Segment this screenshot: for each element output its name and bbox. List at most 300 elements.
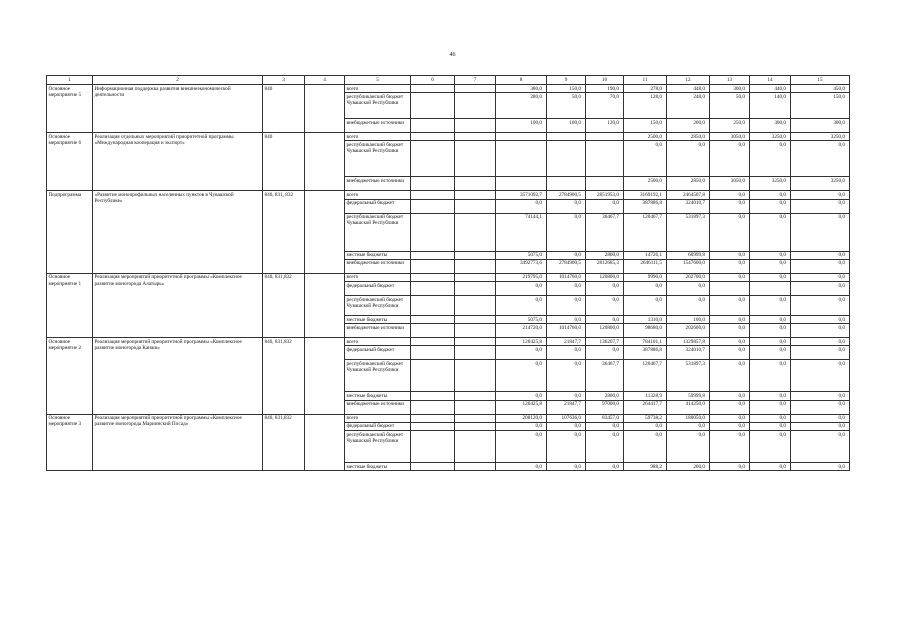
amount-cell [547, 133, 586, 141]
empty-cell [455, 191, 496, 199]
amount-cell: 36467,7 [586, 213, 624, 251]
column-number-header: 11 [624, 76, 667, 85]
empty-cell [455, 119, 496, 133]
empty-cell [455, 259, 496, 273]
amount-cell: 324010,7 [667, 199, 710, 213]
amount-cell [586, 133, 624, 141]
empty-cell [411, 338, 455, 346]
amount-cell: 50,0 [547, 93, 586, 119]
empty-cell [411, 273, 455, 281]
amount-cell: 248,0 [667, 93, 710, 119]
amount-cell: 3571092,7 [496, 191, 547, 199]
empty-cell [455, 400, 496, 414]
amount-cell: 0,0 [547, 213, 586, 251]
empty-cell [411, 93, 455, 119]
amount-cell: 70,0 [586, 93, 624, 119]
funding-source-cell: всего [345, 191, 411, 199]
amount-cell: 0,0 [710, 346, 750, 360]
empty-cell [411, 213, 455, 251]
amount-cell: 2500,0 [624, 177, 667, 191]
amount-cell: 2646111,5 [624, 259, 667, 273]
column-number-header: 6 [411, 76, 455, 85]
amount-cell: 0,0 [791, 324, 850, 338]
amount-cell: 0,0 [710, 141, 750, 177]
amount-cell: 14726,1 [624, 251, 667, 259]
funding-source-cell: внебюджетные источники [345, 119, 411, 133]
amount-cell: 120425,8 [496, 400, 547, 414]
amount-cell: 264417,7 [624, 400, 667, 414]
amount-cell: 0,0 [710, 360, 750, 392]
column-number-header: 12 [667, 76, 710, 85]
amount-cell: 2850,0 [667, 177, 710, 191]
amount-cell: 2500,0 [624, 133, 667, 141]
code-cell [305, 414, 345, 471]
amount-cell: 59999,8 [667, 392, 710, 400]
amount-cell: 0,0 [750, 213, 791, 251]
column-number-header: 1 [47, 76, 93, 85]
amount-cell: 0,0 [710, 213, 750, 251]
funding-source-cell: республиканский бюджет Чувашской Республики [345, 431, 411, 463]
amount-cell: 0,0 [624, 296, 667, 316]
empty-cell [455, 422, 496, 430]
table-row [47, 273, 850, 281]
funding-source-cell: местные бюджеты [345, 392, 411, 400]
column-number-header: 9 [547, 76, 586, 85]
amount-cell: 0,0 [710, 414, 750, 422]
amount-cell: 278,0 [624, 85, 667, 93]
amount-cell: 0,0 [791, 400, 850, 414]
empty-cell [411, 346, 455, 360]
amount-cell [496, 133, 547, 141]
amount-cell: 0,0 [750, 346, 791, 360]
amount-cell: 0,0 [791, 414, 850, 422]
grbs-code-cell: 840, 831,832 [263, 338, 305, 414]
amount-cell: 0,0 [710, 199, 750, 213]
amount-cell: 0,0 [791, 316, 850, 324]
empty-cell [411, 324, 455, 338]
code-cell [305, 273, 345, 337]
amount-cell: 3250,0 [750, 177, 791, 191]
amount-cell: 0,0 [496, 431, 547, 463]
amount-cell: 120467,7 [624, 213, 667, 251]
funding-source-cell: местные бюджеты [345, 463, 411, 471]
amount-cell: 50,0 [710, 93, 750, 119]
amount-cell: 150,0 [791, 93, 850, 119]
amount-cell: 100,0 [547, 119, 586, 133]
table-row [47, 85, 850, 93]
amount-cell: 3250,0 [791, 177, 850, 191]
amount-cell: 0,0 [710, 400, 750, 414]
empty-cell [411, 191, 455, 199]
amount-cell: 0,0 [547, 296, 586, 316]
amount-cell: 0,0 [496, 360, 547, 392]
column-number-header: 10 [586, 76, 624, 85]
activity-type-cell: Основное мероприятие 2 [47, 338, 93, 414]
activity-name-cell: Информационная поддержка развития внешнеэкономической деятельности [93, 85, 263, 133]
amount-cell: 0,0 [791, 282, 850, 296]
amount-cell: 0,0 [791, 422, 850, 430]
empty-cell [455, 316, 496, 324]
funding-source-cell: местные бюджеты [345, 316, 411, 324]
amount-cell: 0,0 [496, 392, 547, 400]
activity-name-cell: Реализация мероприятий приоритетной программы «Комплексное развитие моногорода Мариинский Посад» [93, 414, 263, 471]
activity-type-cell: Основное мероприятие 3 [47, 414, 93, 471]
empty-cell [455, 213, 496, 251]
code-cell [305, 85, 345, 133]
amount-cell: 120800,0 [586, 324, 624, 338]
amount-cell: 97000,0 [586, 400, 624, 414]
amount-cell: 0,0 [586, 316, 624, 324]
empty-cell [411, 177, 455, 191]
amount-cell: 0,0 [586, 463, 624, 471]
amount-cell: 0,0 [750, 431, 791, 463]
amount-cell: 0,0 [547, 251, 586, 259]
amount-cell: 0,0 [667, 431, 710, 463]
amount-cell: 120425,8 [496, 338, 547, 346]
empty-cell [455, 392, 496, 400]
activity-name-cell: «Развитие монопрофильных населенных пунктов в Чувашской Республике» [93, 191, 263, 273]
amount-cell: 0,0 [710, 338, 750, 346]
amount-cell: 2784900,5 [547, 191, 586, 199]
amount-cell: 0,0 [750, 273, 791, 281]
amount-cell: 1547600,0 [667, 259, 710, 273]
amount-cell: 2812685,3 [586, 259, 624, 273]
amount-cell: 0,0 [667, 296, 710, 316]
amount-cell: 0,0 [496, 199, 547, 213]
amount-cell: 3050,0 [710, 177, 750, 191]
amount-cell: 0,0 [750, 338, 791, 346]
empty-cell [455, 346, 496, 360]
empty-cell [455, 199, 496, 213]
amount-cell: 0,0 [791, 431, 850, 463]
empty-cell [411, 422, 455, 430]
amount-cell: 0,0 [791, 141, 850, 177]
grbs-code-cell: 840, 831,832 [263, 414, 305, 471]
amount-cell: 21847,7 [547, 400, 586, 414]
amount-cell: 300,0 [791, 119, 850, 133]
amount-cell: 0,0 [750, 360, 791, 392]
amount-cell: 0,0 [586, 282, 624, 296]
amount-cell: 0,0 [547, 463, 586, 471]
empty-cell [411, 251, 455, 259]
funding-source-cell: всего [345, 273, 411, 281]
funding-source-cell: внебюджетные источники [345, 400, 411, 414]
amount-cell [547, 177, 586, 191]
funding-source-cell: внебюджетные источники [345, 259, 411, 273]
amount-cell: 0,0 [791, 191, 850, 199]
amount-cell: 120800,0 [586, 273, 624, 281]
empty-cell [411, 282, 455, 296]
empty-cell [455, 296, 496, 316]
amount-cell: 0,0 [586, 346, 624, 360]
amount-cell: 0,0 [750, 316, 791, 324]
amount-cell: 280,0 [496, 93, 547, 119]
amount-cell: 0,0 [496, 463, 547, 471]
header-row [47, 76, 850, 85]
column-number-header: 7 [455, 76, 496, 85]
amount-cell: 9990,0 [624, 273, 667, 281]
amount-cell: 0,0 [791, 251, 850, 259]
code-cell [305, 133, 345, 191]
amount-cell: 0,0 [750, 141, 791, 177]
amount-cell: 0,0 [710, 463, 750, 471]
amount-cell: 0,0 [710, 251, 750, 259]
amount-cell: 0,0 [667, 422, 710, 430]
empty-cell [411, 259, 455, 273]
empty-cell [455, 338, 496, 346]
empty-cell [455, 85, 496, 93]
amount-cell: 21847,7 [547, 338, 586, 346]
funding-source-cell: республиканский бюджет Чувашской Республики [345, 141, 411, 177]
amount-cell: 2784900,5 [547, 259, 586, 273]
amount-cell: 2800,0 [586, 392, 624, 400]
amount-cell [586, 177, 624, 191]
amount-cell [750, 282, 791, 296]
amount-cell: 120467,7 [624, 360, 667, 392]
amount-cell: 128,0 [624, 93, 667, 119]
table-row [47, 338, 850, 346]
amount-cell: 0,0 [586, 199, 624, 213]
amount-cell: 0,0 [791, 346, 850, 360]
funding-source-cell: внебюджетные источники [345, 177, 411, 191]
funding-source-cell: федеральный бюджет [345, 346, 411, 360]
amount-cell: 1014760,0 [547, 273, 586, 281]
empty-cell [455, 360, 496, 392]
table-row [47, 191, 850, 199]
amount-cell: 0,0 [791, 463, 850, 471]
amount-cell: 1310,0 [624, 316, 667, 324]
amount-cell [710, 282, 750, 296]
amount-cell: 387886,8 [624, 346, 667, 360]
amount-cell: 100,0 [667, 316, 710, 324]
amount-cell: 208120,0 [496, 414, 547, 422]
amount-cell: 0,0 [750, 296, 791, 316]
activity-name-cell: Реализация отдельных мероприятий приоритетной программы «Международная кооперация и экспорт» [93, 133, 263, 191]
amount-cell: 74144,1 [496, 213, 547, 251]
empty-cell [411, 414, 455, 422]
amount-cell: 0,0 [791, 259, 850, 273]
empty-cell [411, 463, 455, 471]
amount-cell: 0,0 [624, 431, 667, 463]
amount-cell: 3492773,6 [496, 259, 547, 273]
amount-cell: 200,0 [667, 463, 710, 471]
amount-cell: 0,0 [750, 400, 791, 414]
funding-source-cell: республиканский бюджет Чувашской Республики [345, 213, 411, 251]
funding-source-cell: всего [345, 338, 411, 346]
funding-source-cell: внебюджетные источники [345, 324, 411, 338]
amount-cell: 214720,0 [496, 324, 547, 338]
amount-cell: 0,0 [710, 324, 750, 338]
funding-source-cell: федеральный бюджет [345, 422, 411, 430]
funding-source-cell: всего [345, 85, 411, 93]
amount-cell [496, 141, 547, 177]
amount-cell: 250,0 [710, 119, 750, 133]
amount-cell: 0,0 [586, 422, 624, 430]
amount-cell: 0,0 [586, 431, 624, 463]
activity-type-cell: Подпрограмма [47, 191, 93, 273]
funding-source-cell: федеральный бюджет [345, 199, 411, 213]
empty-cell [455, 141, 496, 177]
amount-cell: 448,0 [667, 85, 710, 93]
amount-cell [496, 177, 547, 191]
amount-cell: 219795,0 [496, 273, 547, 281]
amount-cell: 0,0 [710, 296, 750, 316]
amount-cell: 98680,0 [624, 324, 667, 338]
amount-cell [586, 141, 624, 177]
column-number-header: 8 [496, 76, 547, 85]
amount-cell: 3050,0 [710, 133, 750, 141]
amount-cell: 0,0 [750, 259, 791, 273]
amount-cell: 0,0 [750, 463, 791, 471]
amount-cell: 0,0 [496, 422, 547, 430]
amount-cell: 136267,7 [586, 338, 624, 346]
amount-cell: 0,0 [710, 273, 750, 281]
funding-source-cell: местные бюджеты [345, 251, 411, 259]
amount-cell: 0,0 [750, 422, 791, 430]
column-number-header: 13 [710, 76, 750, 85]
amount-cell: 0,0 [710, 392, 750, 400]
amount-cell: 988,2 [624, 463, 667, 471]
column-number-header: 14 [750, 76, 791, 85]
amount-cell: 0,0 [791, 392, 850, 400]
amount-cell: 450,0 [791, 85, 850, 93]
amount-cell: 531897,3 [667, 360, 710, 392]
column-number-header: 4 [305, 76, 345, 85]
amount-cell: 0,0 [791, 338, 850, 346]
funding-source-cell: республиканский бюджет Чувашской Республики [345, 296, 411, 316]
table-row [47, 414, 850, 422]
empty-cell [411, 141, 455, 177]
amount-cell: 0,0 [624, 282, 667, 296]
empty-cell [411, 199, 455, 213]
amount-cell: 0,0 [750, 392, 791, 400]
amount-cell: 200,0 [667, 119, 710, 133]
empty-cell [455, 463, 496, 471]
amount-cell: 150,0 [547, 85, 586, 93]
amount-cell: 531897,3 [667, 213, 710, 251]
activity-name-cell: Реализация мероприятий приоритетной программы «Комплексное развитие моногорода Канаш» [93, 338, 263, 414]
amount-cell: 0,0 [791, 360, 850, 392]
empty-cell [455, 282, 496, 296]
empty-cell [455, 414, 496, 422]
amount-cell: 0,0 [791, 273, 850, 281]
amount-cell: 0,0 [547, 346, 586, 360]
amount-cell: 2851953,0 [586, 191, 624, 199]
empty-cell [411, 360, 455, 392]
amount-cell: 190,0 [586, 85, 624, 93]
financing-table [46, 75, 850, 471]
amount-cell: 0,0 [710, 259, 750, 273]
amount-cell: 2800,0 [586, 251, 624, 259]
funding-source-cell: республиканский бюджет Чувашской Республики [345, 360, 411, 392]
amount-cell: 300,0 [750, 119, 791, 133]
amount-cell: 0,0 [547, 422, 586, 430]
amount-cell: 1014760,0 [547, 324, 586, 338]
amount-cell: 3169192,1 [624, 191, 667, 199]
amount-cell: 3250,0 [791, 133, 850, 141]
grbs-code-cell: 840 [263, 85, 305, 133]
amount-cell: 0,0 [710, 316, 750, 324]
amount-cell: 0,0 [586, 296, 624, 316]
amount-cell: 0,0 [547, 199, 586, 213]
amount-cell: 3250,0 [750, 133, 791, 141]
amount-cell: 0,0 [624, 422, 667, 430]
amount-cell: 0,0 [624, 141, 667, 177]
empty-cell [411, 296, 455, 316]
empty-cell [455, 431, 496, 463]
amount-cell: 202700,0 [667, 273, 710, 281]
grbs-code-cell: 840, 831,832 [263, 273, 305, 337]
amount-cell: 414250,0 [667, 400, 710, 414]
column-number-header: 5 [345, 76, 411, 85]
amount-cell: 0,0 [547, 431, 586, 463]
amount-cell: 180050,0 [667, 414, 710, 422]
activity-type-cell: Основное мероприятие 6 [47, 133, 93, 191]
empty-cell [411, 119, 455, 133]
amount-cell: 0,0 [710, 431, 750, 463]
amount-cell: 0,0 [710, 191, 750, 199]
amount-cell: 2850,0 [667, 133, 710, 141]
table-body [47, 85, 850, 471]
amount-cell: 0,0 [710, 422, 750, 430]
amount-cell: 0,0 [750, 199, 791, 213]
funding-source-cell: федеральный бюджет [345, 282, 411, 296]
amount-cell: 120,0 [586, 119, 624, 133]
empty-cell [411, 133, 455, 141]
empty-cell [455, 251, 496, 259]
amount-cell: 100,0 [496, 119, 547, 133]
amount-cell: 0,0 [750, 251, 791, 259]
empty-cell [455, 93, 496, 119]
amount-cell: 440,0 [750, 85, 791, 93]
empty-cell [455, 324, 496, 338]
empty-cell [411, 316, 455, 324]
activity-type-cell: Основное мероприятие 1 [47, 273, 93, 337]
amount-cell: 0,0 [791, 199, 850, 213]
amount-cell: 36467,7 [586, 360, 624, 392]
funding-source-cell: республиканский бюджет Чувашской Республики [345, 93, 411, 119]
empty-cell [411, 400, 455, 414]
column-number-header: 3 [263, 76, 305, 85]
amount-cell: 0,0 [667, 141, 710, 177]
amount-cell: 0,0 [667, 282, 710, 296]
table-row [47, 133, 850, 141]
empty-cell [411, 392, 455, 400]
amount-cell: 0,0 [496, 346, 547, 360]
amount-cell: 140,0 [750, 93, 791, 119]
amount-cell: 60999,8 [667, 251, 710, 259]
amount-cell: 2464507,8 [667, 191, 710, 199]
amount-cell: 0,0 [547, 316, 586, 324]
amount-cell: 0,0 [547, 360, 586, 392]
amount-cell: 784101,1 [624, 338, 667, 346]
column-number-header: 15 [791, 76, 850, 85]
amount-cell: 387886,8 [624, 199, 667, 213]
grbs-code-cell: 840 [263, 133, 305, 191]
amount-cell: 300,0 [710, 85, 750, 93]
amount-cell: 0,0 [547, 282, 586, 296]
code-cell [305, 338, 345, 414]
amount-cell: 0,0 [791, 213, 850, 251]
amount-cell: 0,0 [750, 414, 791, 422]
amount-cell: 0,0 [496, 296, 547, 316]
empty-cell [455, 273, 496, 281]
amount-cell: 1329857,8 [667, 338, 710, 346]
empty-cell [411, 431, 455, 463]
amount-cell: 11328,9 [624, 392, 667, 400]
amount-cell: 202600,0 [667, 324, 710, 338]
page-number: 46 [449, 52, 456, 58]
